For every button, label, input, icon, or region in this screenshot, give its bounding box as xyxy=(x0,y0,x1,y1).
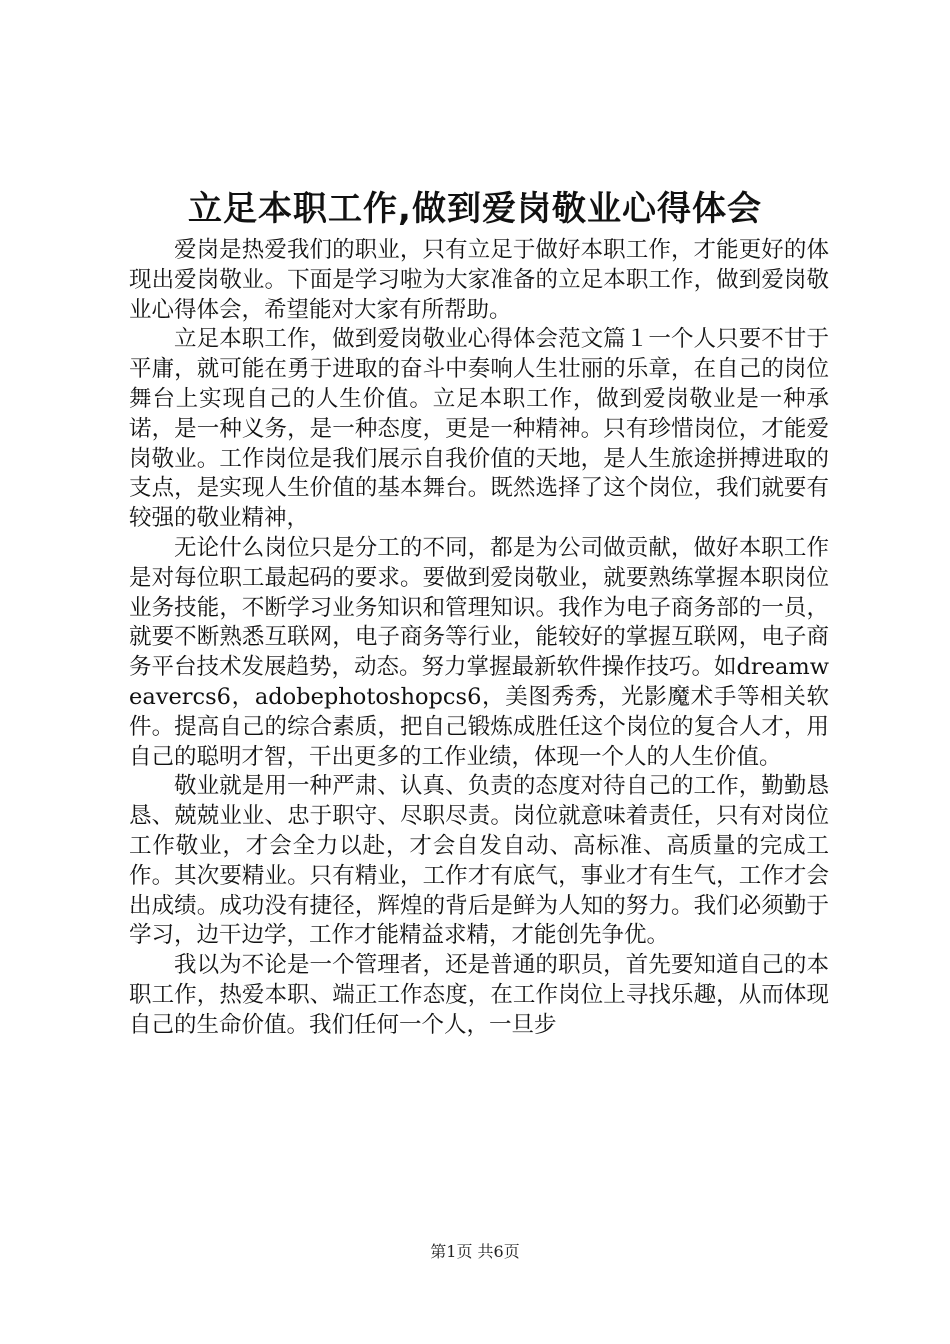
paragraph-job-skills: 无论什么岗位只是分工的不同，都是为公司做贡献，做好本职工作是对每位职工最起码的要求。要做到爱岗敬业，就要熟练掌握本职岗位业务技能，不断学习业务知识和管理知识。我作为电子商务部的一员，就要不断熟悉互联网，电子商务等行业，能较好的掌握互联网，电子商务平台技术发展趋势，动态。努力掌握最新软件操作技巧。如dreamweavercs6，adobephotoshopcs6，美图秀秀，光影魔术手等相关软件。提高自己的综合素质，把自己锻炼成胜任这个岗位的复合人才，用自己的聪明才智，干出更多的工作业绩，体现一个人的人生价值。 xyxy=(129,534,829,770)
page-number-footer: 第1页 共6页 xyxy=(430,1242,520,1261)
paragraph-sample-essay-1: 立足本职工作，做到爱岗敬业心得体会范文篇１一个人只要不甘于平庸，就可能在勇于进取的奋斗中奏响人生壮丽的乐章，在自己的岗位舞台上实现自己的人生价值。立足本职工作，做到爱岗敬业是一种承诺，是一种义务，是一种态度，更是一种精神。只有珍惜岗位，才能爱岗敬业。工作岗位是我们展示自我价值的天地，是人生旅途拼搏进取的支点，是实现人生价值的基本舞台。既然选择了这个岗位，我们就要有较强的敬业精神， xyxy=(129,326,829,532)
document-body xyxy=(129,236,829,1041)
paragraph-manager-staff: 我以为不论是一个管理者，还是普通的职员，首先要知道自己的本职工作，热爱本职、端正工作态度，在工作岗位上寻找乐趣，从而体现自己的生命价值。我们任何一个人，一旦步 xyxy=(129,952,829,1038)
paragraph-dedication: 敬业就是用一种严肃、认真、负责的态度对待自己的工作，勤勤恳恳、兢兢业业、忠于职守、尽职尽责。岗位就意味着责任，只有对岗位工作敬业，才会全力以赴，才会自发自动、高标准、高质量的完成工作。其次要精业。只有精业，工作才有底气，事业才有生气，工作才会出成绩。成功没有捷径，辉煌的背后是鲜为人知的努力。我们必须勤于学习，边干边学，工作才能精益求精，才能创先争优。 xyxy=(129,773,829,949)
document-title: 立足本职工作,做到爱岗敬业心得体会 xyxy=(188,189,762,229)
paragraph-intro: 爱岗是热爱我们的职业，只有立足于做好本职工作，才能更好的体现出爱岗敬业。下面是学习啦为大家准备的立足本职工作，做到爱岗敬业心得体会，希望能对大家有所帮助。 xyxy=(129,237,829,323)
